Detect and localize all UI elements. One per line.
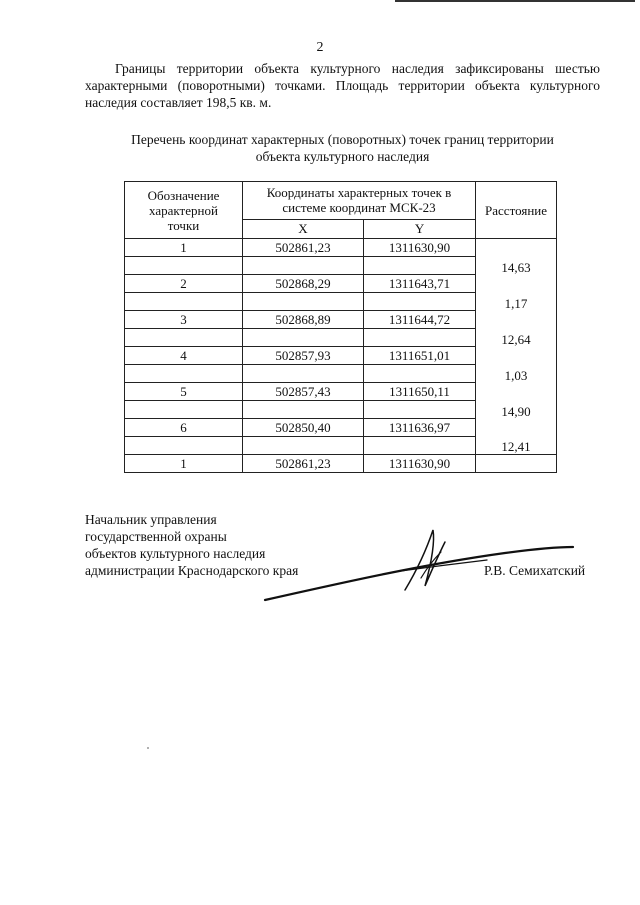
gap-cell-x bbox=[243, 329, 364, 347]
point-id-cell: 2 bbox=[125, 275, 243, 293]
distance-row bbox=[125, 437, 557, 455]
table-row bbox=[125, 311, 557, 329]
y-coordinate-cell: 1311630,90 bbox=[364, 455, 476, 473]
signer-name: Р.В. Семихатский bbox=[484, 563, 586, 578]
distance-row bbox=[125, 257, 557, 275]
y-coordinate-cell: 1311650,11 bbox=[364, 383, 476, 401]
distance-cell-top bbox=[476, 419, 557, 437]
page-number: 2 bbox=[316, 40, 324, 55]
gap-cell-y bbox=[364, 437, 476, 455]
gap-cell-x bbox=[243, 293, 364, 311]
gap-cell-point bbox=[125, 365, 243, 383]
distance-value-cell: 14,63 bbox=[476, 257, 557, 275]
y-coordinate-cell: 1311651,01 bbox=[364, 347, 476, 365]
distance-row bbox=[125, 401, 557, 419]
table-row bbox=[125, 347, 557, 365]
gap-cell-point bbox=[125, 437, 243, 455]
signer-title-line: администрации Краснодарского края bbox=[85, 563, 299, 578]
header-point-designation: Обозначение характерной точки bbox=[125, 182, 243, 239]
y-coordinate-cell: 1311643,71 bbox=[364, 275, 476, 293]
gap-cell-point bbox=[125, 257, 243, 275]
distance-value-cell: 1,03 bbox=[476, 365, 557, 383]
gap-cell-y bbox=[364, 401, 476, 419]
gap-cell-x bbox=[243, 365, 364, 383]
gap-cell-x bbox=[243, 257, 364, 275]
distance-row bbox=[125, 293, 557, 311]
gap-cell-y bbox=[364, 329, 476, 347]
intro-paragraph: Границы территории объекта культурного наследия зафиксированы шестью характерными (поворотными) точками. Площадь территории объекта культурного наследия составляет 198,5 кв. м. bbox=[85, 61, 600, 110]
x-coordinate-cell: 502857,93 bbox=[243, 347, 364, 365]
gap-cell-point bbox=[125, 329, 243, 347]
gap-cell-point bbox=[125, 401, 243, 419]
header-distance: Расстояние bbox=[476, 182, 557, 239]
distance-cell-top bbox=[476, 347, 557, 365]
distance-row bbox=[125, 365, 557, 383]
signer-title-line: Начальник управления bbox=[85, 512, 217, 527]
x-coordinate-cell: 502857,43 bbox=[243, 383, 364, 401]
table-row bbox=[125, 383, 557, 401]
gap-cell-y bbox=[364, 257, 476, 275]
distance-value-cell: 12,41 bbox=[476, 437, 557, 455]
distance-value-cell: 1,17 bbox=[476, 293, 557, 311]
header-x: X bbox=[243, 219, 364, 238]
distance-cell-top bbox=[476, 455, 557, 473]
distance-row bbox=[125, 329, 557, 347]
gap-cell-x bbox=[243, 437, 364, 455]
y-coordinate-cell: 1311644,72 bbox=[364, 311, 476, 329]
table-row bbox=[125, 239, 557, 257]
header-y: Y bbox=[364, 219, 476, 238]
x-coordinate-cell: 502868,89 bbox=[243, 311, 364, 329]
point-id-cell: 6 bbox=[125, 419, 243, 437]
x-coordinate-cell: 502850,40 bbox=[243, 419, 364, 437]
distance-value-cell: 14,90 bbox=[476, 401, 557, 419]
gap-cell-x bbox=[243, 401, 364, 419]
gap-cell-y bbox=[364, 365, 476, 383]
gap-cell-y bbox=[364, 293, 476, 311]
y-coordinate-cell: 1311630,90 bbox=[364, 239, 476, 257]
table-title-line-2: объекта культурного наследия bbox=[255, 149, 430, 164]
x-coordinate-cell: 502868,29 bbox=[243, 275, 364, 293]
x-coordinate-cell: 502861,23 bbox=[243, 239, 364, 257]
distance-cell-top bbox=[476, 275, 557, 293]
distance-value-cell: 12,64 bbox=[476, 329, 557, 347]
distance-cell-top bbox=[476, 311, 557, 329]
scan-speck bbox=[147, 747, 149, 749]
top-border-line bbox=[395, 0, 635, 2]
signer-title-line: государственной охраны bbox=[85, 529, 227, 544]
gap-cell-point bbox=[125, 293, 243, 311]
table-row bbox=[125, 419, 557, 437]
table-title-line-1: Перечень координат характерных (поворотных) точек границ территории bbox=[131, 132, 554, 147]
table-title bbox=[85, 131, 600, 165]
table-body bbox=[125, 239, 557, 473]
distance-cell-top bbox=[476, 239, 557, 257]
y-coordinate-cell: 1311636,97 bbox=[364, 419, 476, 437]
point-id-cell: 1 bbox=[125, 239, 243, 257]
point-id-cell: 5 bbox=[125, 383, 243, 401]
header-coordinates: Координаты характерных точек в системе координат МСК-23 bbox=[243, 182, 476, 220]
x-coordinate-cell: 502861,23 bbox=[243, 455, 364, 473]
table-row bbox=[125, 275, 557, 293]
table-row bbox=[125, 455, 557, 473]
coordinates-table bbox=[124, 181, 557, 473]
point-id-cell: 3 bbox=[125, 311, 243, 329]
point-id-cell: 4 bbox=[125, 347, 243, 365]
signer-title-line: объектов культурного наследия bbox=[85, 546, 266, 561]
distance-cell-top bbox=[476, 383, 557, 401]
point-id-cell: 1 bbox=[125, 455, 243, 473]
